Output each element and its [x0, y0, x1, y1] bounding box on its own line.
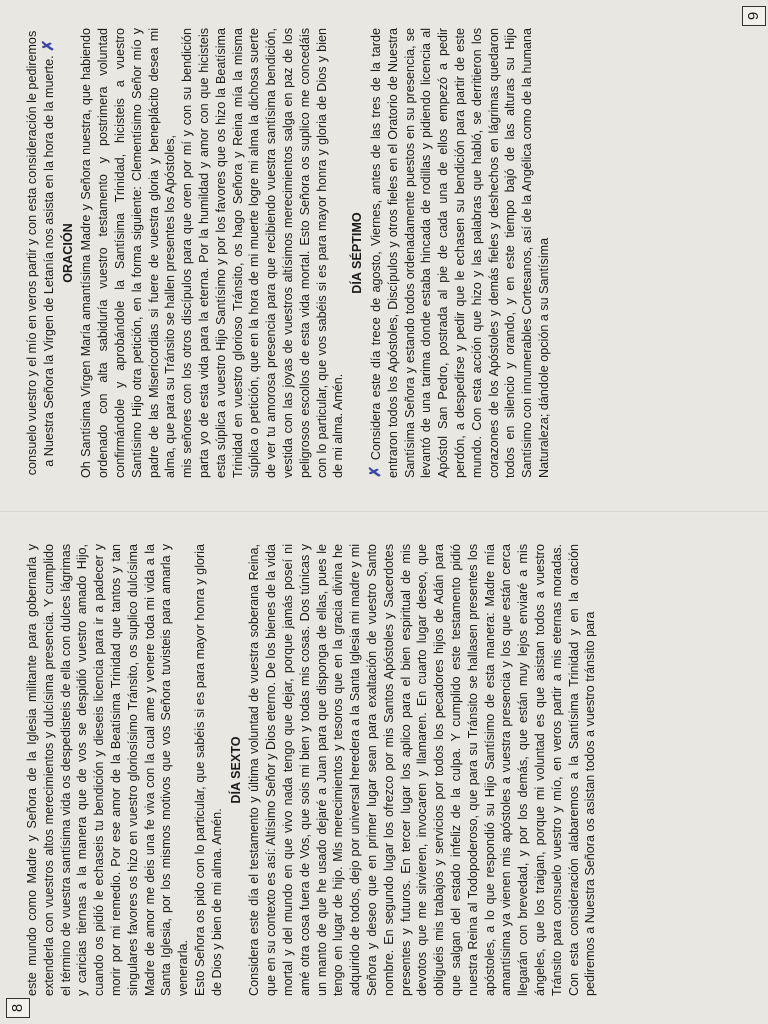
page-8-text — [24, 544, 744, 996]
page-8-paragraph-2: Esto Señora os pido con lo particular, que sabéis si es para mayor honra y gloria de Dios y bien de mi alma. Amén. — [192, 544, 224, 996]
page-9-paragraph-3: mis señores con los otros discípulos para que oren por mí y con su bendición parta yo de esta vida para la eterna. Por la humildad y amor con que hicisteis esta súplica a vuestro Hijo Santísimo y por los favores que os hizo la Beatísima Trinidad en vuestro glorioso Tránsito, os hago Señora y Reina mía la misma súplica o petición, que en la hora de mi muerte logre mi alma la dichosa suerte de ver tu amorosa presencia para que recibiendo vuestra santísima bendición, vestida con las joyas de vuestros altísimos merecimientos salga en paz de los peligrosos escollos de esta vida mortal. Esto Señora os suplico me concedáis con lo particular, que vos sabéis si es para mayor honra y gloria de Dios y bien de mi alma. Amén. — [180, 28, 346, 478]
page-9 — [0, 0, 768, 500]
page-9-paragraph-4 — [368, 28, 553, 478]
page-fold — [0, 511, 768, 513]
page-8-paragraph-1: este mundo como Madre y Señora de la Iglesia militante para gobernarla y extenderla con vuestros altos merecimientos y dulcísima presencia. Y cumplido el término de vuestra santísima vida os despedisteis de ella con dulces lágrimas y caricias tiernas a la manera que de vos se despidió vuestro amado Hijo, cuando os pidió le echaseis tu bendición y dieseis licencia para ir a padecer y morir por mi remedio. Por ese amor de la Beatísima Trinidad que tantos y tan singulares favores os hizo en vuestro gloriosísimo Tránsito, os suplico dulcísima Madre de amor me deis una fe viva con la cual ame y venere toda mi vida a la Santa Iglesia, por los mismos motivos que vos Señora tuvisteis para amarla y venerarla. — [25, 544, 191, 996]
handwritten-mark: ✗ — [39, 39, 57, 52]
dia-septimo-heading: DÍA SÉPTIMO — [350, 212, 365, 294]
oracion-heading: ORACIÓN — [60, 223, 75, 283]
dia-sexto-heading: DÍA SEXTO — [228, 736, 243, 804]
page-9-paragraph-4-text: Considera este día trece de agosto, Viernes, antes de las tres de la tarde entraron todos los Apóstoles, Discípulos y otros fieles en el Oratorio de Nuestra Santísima Señora y estando todos ordenadamente puestos en su presencia, se levantó de una tarima donde estaba hincada de rodillas y pidiendo licencia al Apóstol San Pedro, postrada al pie de cada una de ellos empezó a pedir perdón, a despedirse y pedir que le echasen su bendición para partir de este mundo. Con esta acción que hizo y las palabras que habló, se derritieron los corazones de los Apóstoles y demás fieles y deshechos en lágrimas quedaron todos en silencio y orando, y en este tiempo bajó de las alturas su Hijo Santísimo con innumerables Cortesanos, así de la Angélica como de la humana Naturaleza; dándole opción a su Santísima — [368, 28, 551, 478]
page-8-paragraph-3: Considera este día el testamento y última voluntad de vuestra soberana Reina, que en su contexto es así: Altísimo Señor y Dios eterno. De los bienes de la vida mortal y del mundo en que vivo nada tengo que dejar, porque jamás poseí ni amé otra cosa fuera de Vos, que sois mi bien y todas mis cosas. Dos túnicas y un manto de que he usado dejaré a Juan para que disponga de ellas, pues le tengo en lugar de hijo. Mis merecimientos y tesoros que en la gracia divina he adquirido de todos, dejo por universal heredera a la Santa Iglesia mi madre y mi Señora y deseo que en primer lugar sean para exaltación de vuestro Santo nombre. En segundo lugar los ofrezco por mis Santos Apóstoles y Sacerdotes presentes y futuros. En tercer lugar los aplico para el bien espiritual de mis devotos que me sirvieren, invocaren y llamaren. En cuarto lugar deseo, que obliguéis mis trabajos y servicios por todos los pecadores hijos de Adán para que salgan del estado infeliz de la culpa. Y cumplido este testamento pidió nuestra Reina al Todopoderoso, que para su Tránsito se hallasen presentes los apóstoles, a lo que respondió su Hijo Santísimo de esta manera: Madre mía amantísima ya vienen mis apóstoles a vuestra presencia y los que están cerca llegarán con brevedad, y por los demás, que están muy lejos enviaré a mis ángeles, que los traigan, porque mi voluntad es que asistan todos a vuestro Tránsito para consuelo vuestro y mío, en veros partir a mis eternas moradas. Con esta consideración alabaremos a la Santísima Trinidad y en la oración pediremos a Nuestra Señora os asistan todos a vuestro tránsito para — [247, 544, 598, 996]
page-9-paragraph-1 — [24, 28, 58, 478]
handwritten-mark: ✗ — [366, 465, 384, 478]
page-9-paragraph-1-text: consuelo vuestro y el mío en veros partir y con esta consideración le pediremos a Nuestra Señora la Virgen de Letanía nos asista en la hora de la muerte. — [25, 30, 56, 476]
page-9-paragraph-2: Oh Santísima Virgen María amantísima Madre y Señora nuestra, que habiendo ordenado con alta sabiduría vuestro testamento y postrimera voluntad confirmándole y aprobándole la Santísima Trinidad, hicisteis a vuestro Santísimo Hijo otra petición, en la forma siguiente: Clementísimo Señor mío y padre de las Misericordias si fuere de vuestra gloria y beneplácito desea mi alma, que para su Tránsito se hallen presentes los Apóstoles, — [79, 28, 178, 478]
page-9-text — [24, 28, 744, 478]
page-8 — [0, 524, 768, 1024]
page-number-9: 9 — [742, 6, 766, 26]
page-number-8: 8 — [6, 998, 30, 1018]
